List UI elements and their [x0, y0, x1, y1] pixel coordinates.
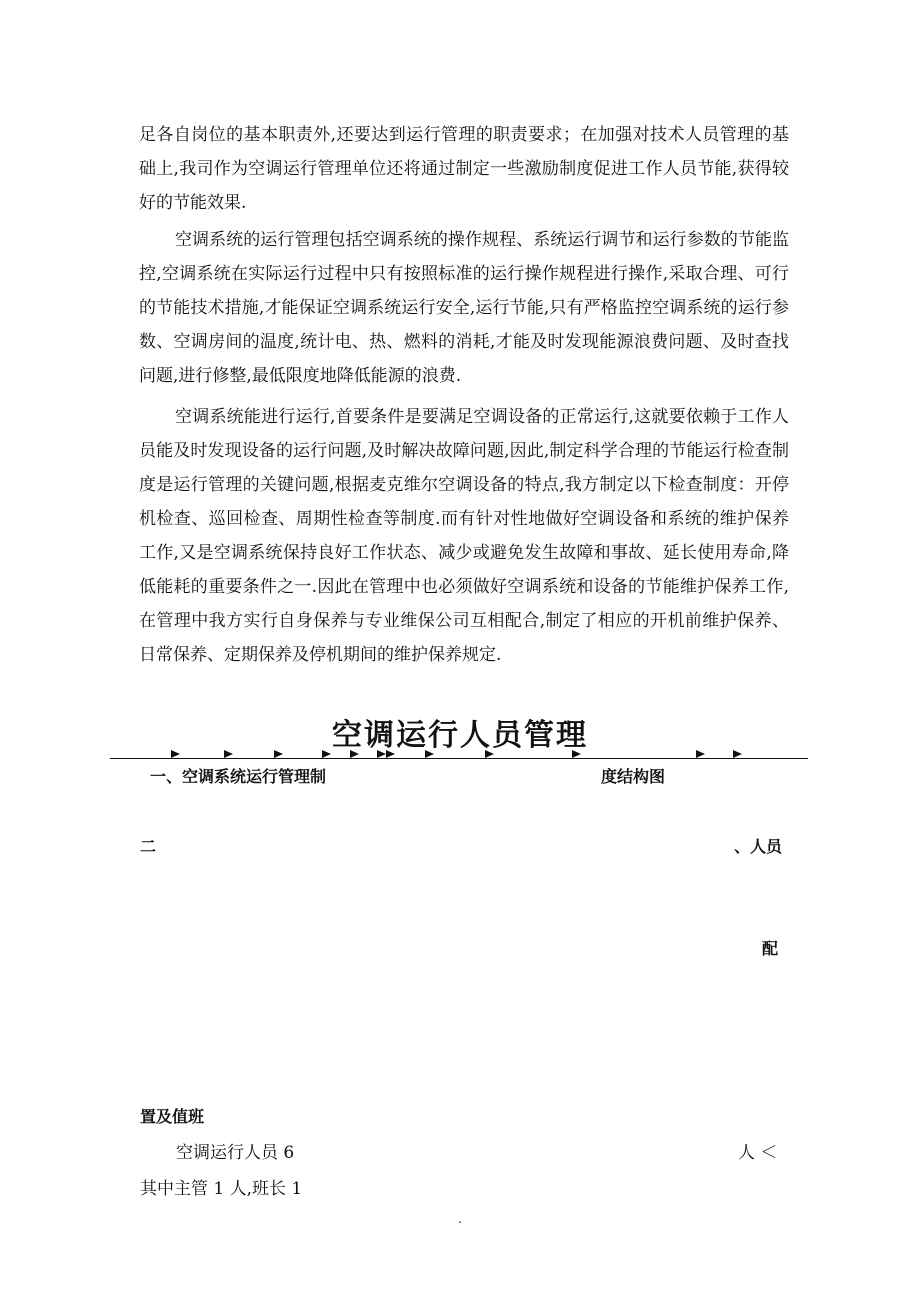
arrow-icon	[274, 750, 283, 758]
arrow-icon	[350, 750, 359, 758]
arrow-icon	[696, 750, 705, 758]
paragraph-1: 足各自岗位的基本职责外,还要达到运行管理的职责要求；在加强对技术人员管理的基础上,我司作为空调运行管理单位还将通过制定一些激励制度促进工作人员节能,获得较好的节能效果.	[139, 125, 789, 213]
heading-structure-right: 度结构图	[601, 767, 666, 786]
heading-staffing-end: 置及值班	[140, 1107, 205, 1126]
staffing-line-1-right: 人 ＜	[738, 1143, 778, 1163]
arrow-icon	[224, 750, 233, 758]
arrow-icon	[425, 750, 434, 758]
section-title: 空调运行人员管理	[332, 718, 588, 753]
heading-staffing-mid: 配	[762, 939, 779, 958]
heading-staffing-number: 二	[140, 837, 157, 856]
arrow-icon	[386, 750, 395, 758]
heading-staffing-right: 、人员	[734, 837, 783, 856]
divider-line	[110, 758, 808, 759]
paragraph-2: 空调系统的运行管理包括空调系统的操作规程、系统运行调节和运行参数的节能监控,空调系统在实际运行过程中只有按照标准的运行操作规程进行操作,采取合理、可行的节能技术措施,才能保证空调系统运行安全,运行节能,只有严格监控空调系统的运行参数、空调房间的温度,统计电、热、燃料的消耗,才能及时发现能源浪费问题、及时查找问题,进行修整,最低限度地降低能源的浪费.	[139, 230, 789, 386]
arrow-icon	[485, 750, 494, 758]
arrow-icon	[733, 750, 742, 758]
arrow-icon	[377, 750, 386, 758]
staffing-line-2: 其中主管 1 人,班长 1	[140, 1179, 303, 1199]
arrow-icon	[322, 750, 331, 758]
staffing-line-1-left: 空调运行人员 6	[176, 1143, 295, 1163]
arrow-icon	[572, 750, 581, 758]
heading-structure-left: 一、空调系统运行管理制	[150, 767, 327, 786]
footer-mark: .	[458, 1212, 462, 1226]
paragraph-3: 空调系统能进行运行,首要条件是要满足空调设备的正常运行,这就要依赖于工作人员能及时发现设备的运行问题,及时解决故障问题,因此,制定科学合理的节能运行检查制度是运行管理的关键问题,根据麦克维尔空调设备的特点,我方制定以下检查制度：开停机检查、巡回检查、周期性检查等制度.而有针对性地做好空调设备和系统的维护保养工作,又是空调系统保持良好工作状态、减少或避免发生故障和事故、延长使用寿命,降低能耗的重要条件之一.因此在管理中也必须做好空调系统和设备的节能维护保养工作,在管理中我方实行自身保养与专业维保公司互相配合,制定了相应的开机前维护保养、日常保养、定期保养及停机期间的维护保养规定.	[139, 407, 789, 665]
arrow-icon	[171, 750, 180, 758]
